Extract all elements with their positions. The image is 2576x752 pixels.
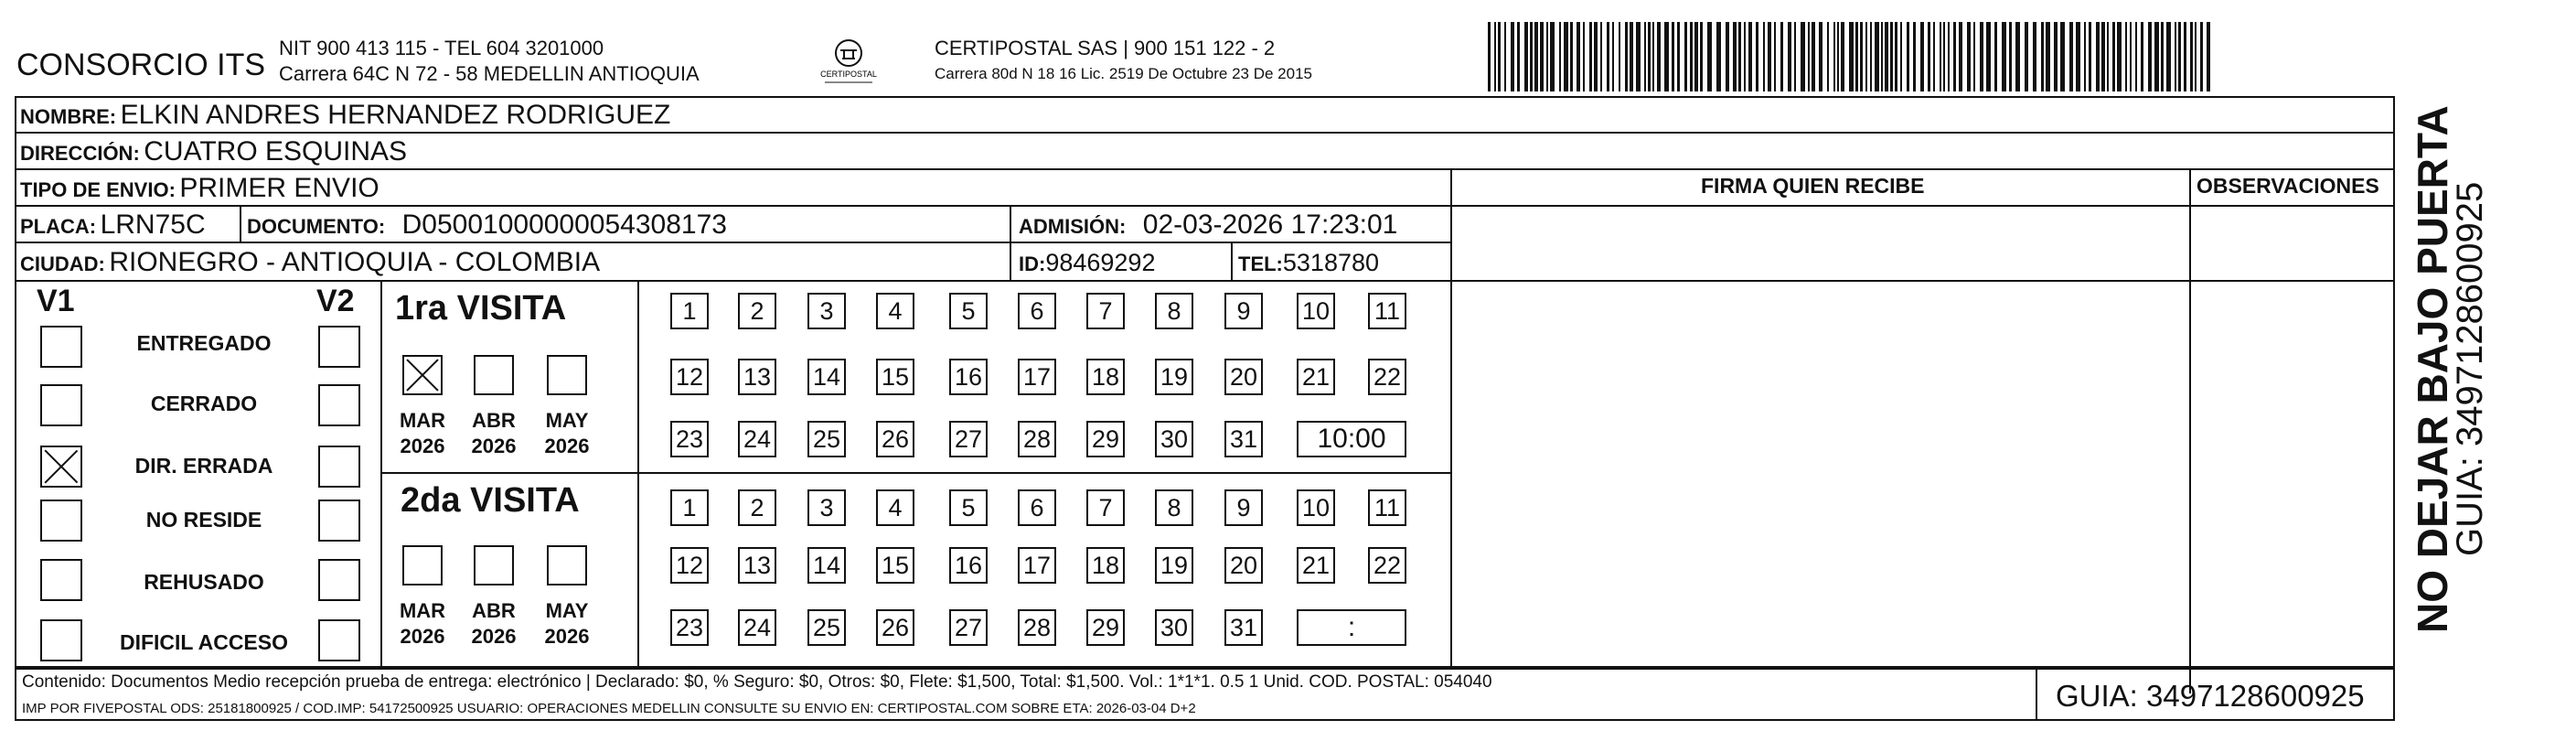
tipo-envio-label: TIPO DE ENVIO: [20, 178, 176, 201]
admision-value: 02-03-2026 17:23:01 [1142, 209, 1398, 240]
v1-checkbox[interactable] [40, 619, 82, 661]
day-box[interactable]: 24 [738, 609, 776, 646]
ciudad-value: RIONEGRO - ANTIOQUIA - COLOMBIA [109, 247, 601, 277]
v1-checkbox[interactable] [40, 384, 82, 426]
certipostal-address: Carrera 80d N 18 16 Lic. 2519 De Octubre 23 De 2015 [935, 65, 1312, 82]
barcode-bar [1612, 22, 1614, 91]
month-name: ABR [472, 409, 516, 432]
month-name: MAR [399, 409, 446, 432]
barcode-bar [1546, 22, 1548, 91]
documento-value: D05001000000054308173 [401, 209, 727, 240]
barcode-bar [1744, 22, 1746, 91]
time-box[interactable]: 10:00 [1297, 421, 1406, 457]
barcode-bar [2025, 22, 2028, 91]
barcode-bar [1636, 22, 1641, 91]
admision-row [1019, 211, 1397, 239]
barcode-bar [1953, 22, 1956, 91]
barcode-bar [2002, 22, 2006, 91]
barcode-bar [1694, 22, 1698, 91]
day-box[interactable]: 8 [1155, 489, 1193, 526]
barcode-bar [1534, 22, 1538, 91]
day-box[interactable]: 21 [1297, 547, 1335, 584]
v2-checkbox[interactable] [318, 384, 360, 426]
barcode-bar [1684, 22, 1687, 91]
id-value: 98469292 [1045, 249, 1156, 276]
direccion-row [20, 138, 407, 166]
month-year: 2026 [544, 434, 590, 457]
barcode-bar [1860, 22, 1863, 91]
month-label [390, 408, 454, 458]
visit1-title: 1ra VISITA [395, 289, 567, 328]
day-box[interactable]: 20 [1224, 547, 1263, 584]
day-box[interactable]: 16 [949, 547, 988, 584]
id-label: ID: [1019, 252, 1046, 275]
day-box[interactable]: 17 [1018, 359, 1056, 395]
barcode-bar [2041, 22, 2044, 91]
barcode-bar [1890, 22, 1893, 91]
barcode-bar [1530, 22, 1533, 91]
day-box[interactable]: 13 [738, 359, 776, 395]
v2-checkbox[interactable] [318, 446, 360, 488]
barcode-bar [1524, 22, 1528, 91]
barcode-bar [1763, 22, 1765, 91]
barcode-bar [1657, 22, 1661, 91]
day-box[interactable]: 20 [1224, 359, 1263, 395]
nombre-label: NOMBRE: [20, 105, 117, 128]
admision-label: ADMISIÓN: [1019, 215, 1127, 238]
day-box[interactable]: 10 [1297, 293, 1335, 329]
ciudad-label: CIUDAD: [20, 252, 105, 275]
v2-header: V2 [316, 284, 355, 318]
day-box[interactable]: 27 [949, 421, 988, 457]
barcode-bar [1594, 22, 1598, 91]
barcode-bar [2033, 22, 2036, 91]
tipo-envio-row [20, 175, 379, 202]
day-box[interactable]: 1 [670, 489, 709, 526]
barcode-bar [1768, 22, 1771, 91]
day-box[interactable]: 31 [1224, 609, 1263, 646]
day-box[interactable]: 6 [1018, 489, 1056, 526]
barcode-bar [2148, 22, 2152, 91]
footer-box [15, 666, 2037, 721]
barcode-bar [1980, 22, 1983, 91]
barcode-bar [1644, 22, 1646, 91]
month-label [535, 598, 599, 649]
v1-checkbox[interactable] [40, 446, 82, 488]
placa-value: LRN75C [100, 209, 206, 240]
day-box[interactable]: 14 [807, 547, 846, 584]
v2-checkbox[interactable] [318, 559, 360, 601]
barcode-bar [1907, 22, 1909, 91]
day-box[interactable]: 18 [1086, 547, 1125, 584]
barcode-bar [1664, 22, 1669, 91]
barcode-bar [2154, 22, 2159, 91]
day-box[interactable]: 16 [949, 359, 988, 395]
barcode-bar [1672, 22, 1674, 91]
barcode-bar [1913, 22, 1916, 91]
day-box[interactable]: 8 [1155, 293, 1193, 329]
id-row [1019, 251, 1155, 275]
barcode-bar [1920, 22, 1924, 91]
day-box[interactable]: 13 [738, 547, 776, 584]
barcode-bar [1794, 22, 1796, 91]
v2-checkbox[interactable] [318, 619, 360, 661]
month-year: 2026 [471, 624, 517, 648]
barcode-bar [1756, 22, 1758, 91]
day-box[interactable]: 21 [1297, 359, 1335, 395]
v1-checkbox[interactable] [40, 326, 82, 368]
barcode-bar [2195, 22, 2197, 91]
barcode-bar [1550, 22, 1555, 91]
barcode-bar [2015, 22, 2020, 91]
status-label: NO RESIDE [145, 508, 262, 532]
footer-content: Contenido: Documentos Medio recepción prueba de entrega: electrónico | Declarado: $0, % Seguro: $0, Otros: $0, Flete: $1,500, Total: $1,500. Vol.: 1*1*1. 0.5 1 Unid. COD. POSTAL: 054040 [22, 672, 1492, 692]
company-nit: NIT 900 413 115 - TEL 604 3201000 [279, 37, 604, 59]
barcode-bar [2207, 22, 2210, 91]
day-box[interactable]: 18 [1086, 359, 1125, 395]
ciudad-row [20, 249, 600, 276]
barcode-bar [2069, 22, 2073, 91]
barcode-bar [1959, 22, 1962, 91]
barcode-bar [1933, 22, 1935, 91]
status-label: CERRADO [150, 392, 258, 415]
barcode-bar [1819, 22, 1822, 91]
month-name: ABR [472, 599, 516, 622]
day-box[interactable]: 11 [1368, 293, 1406, 329]
barcode-bar [1630, 22, 1633, 91]
barcode-bar [1837, 22, 1839, 91]
day-box[interactable]: 30 [1155, 421, 1193, 457]
month-year: 2026 [544, 624, 590, 648]
day-box[interactable]: 1 [670, 293, 709, 329]
logo-text: CERTIPOSTAL [820, 70, 877, 79]
logo-emblem-icon [812, 37, 885, 88]
barcode-bar [1559, 22, 1561, 91]
barcode-bar [1738, 22, 1741, 91]
barcode-bar [1943, 22, 1945, 91]
barcode-bar [2161, 22, 2164, 91]
barcode-bar [1690, 22, 1693, 91]
barcode-bar [1875, 22, 1879, 91]
day-box[interactable]: 28 [1018, 421, 1056, 457]
day-box[interactable]: 9 [1224, 489, 1263, 526]
day-box[interactable]: 7 [1086, 489, 1125, 526]
nombre-value: ELKIN ANDRES HERNANDEZ RODRIGUEZ [120, 100, 671, 130]
direccion-value: CUATRO ESQUINAS [144, 136, 408, 167]
barcode-bar [1833, 22, 1835, 91]
barcode-bar [1855, 22, 1858, 91]
visit2-title: 2da VISITA [401, 481, 580, 520]
day-box[interactable]: 3 [807, 293, 846, 329]
barcode-bar [1488, 22, 1491, 91]
barcode-bar [2060, 22, 2065, 91]
day-box[interactable]: 5 [949, 489, 988, 526]
v1-checkbox[interactable] [40, 500, 82, 542]
barcode-bar [2089, 22, 2091, 91]
month-label [462, 598, 526, 649]
barcode-bar [2112, 22, 2115, 91]
barcode-bar [1849, 22, 1854, 91]
documento-label: DOCUMENTO: [247, 215, 386, 238]
status-label: DIFICIL ACCESO [119, 630, 288, 654]
month-year: 2026 [400, 434, 445, 457]
barcode-bar [1700, 22, 1703, 91]
barcode-bar [1900, 22, 1902, 91]
certipostal-logo [812, 37, 885, 88]
barcode-bar [1774, 22, 1776, 91]
month-year: 2026 [471, 434, 517, 457]
barcode-bar [1498, 22, 1501, 91]
day-box[interactable]: 22 [1368, 547, 1406, 584]
day-box[interactable]: 26 [876, 421, 914, 457]
barcode-bar [1928, 22, 1930, 91]
barcode-bar [2184, 22, 2186, 91]
month-label [462, 408, 526, 458]
month-checkbox[interactable] [547, 355, 587, 395]
barcode-bar [1570, 22, 1573, 91]
direccion-label: DIRECCIÓN: [20, 142, 140, 165]
barcode-bar [1841, 22, 1844, 91]
barcode-bar [1583, 22, 1585, 91]
barcode-bar [2096, 22, 2100, 91]
status-label: REHUSADO [144, 570, 264, 594]
company-name: CONSORCIO ITS [16, 48, 266, 82]
barcode-bar [1540, 22, 1544, 91]
footer-guia: GUIA: 3497128600925 [2056, 679, 2365, 713]
day-box[interactable]: 19 [1155, 547, 1193, 584]
barcode-bar [2125, 22, 2127, 91]
day-box[interactable]: 12 [670, 359, 709, 395]
x-mark-icon [404, 357, 441, 393]
day-box[interactable]: 31 [1224, 421, 1263, 457]
barcode-bar [1827, 22, 1829, 91]
barcode-bar [1948, 22, 1950, 91]
day-box[interactable]: 29 [1086, 609, 1125, 646]
barcode-bar [1895, 22, 1897, 91]
barcode-bar [1564, 22, 1568, 91]
day-box[interactable]: 5 [949, 293, 988, 329]
barcode-bar [2141, 22, 2143, 91]
month-name: MAY [545, 409, 589, 432]
day-box[interactable]: 19 [1155, 359, 1193, 395]
day-box[interactable]: 4 [876, 293, 914, 329]
barcode-bar [1607, 22, 1609, 91]
barcode-bar [1865, 22, 1867, 91]
barcode-bar [2054, 22, 2058, 91]
day-box[interactable]: 10 [1297, 489, 1335, 526]
day-box[interactable]: 11 [1368, 489, 1406, 526]
month-checkbox[interactable] [474, 545, 514, 585]
tel-label: TEL: [1238, 252, 1283, 275]
day-box[interactable]: 29 [1086, 421, 1125, 457]
barcode-bar [2166, 22, 2171, 91]
barcode-bar [1600, 22, 1602, 91]
barcode-bar [1648, 22, 1651, 91]
barcode-bar [1748, 22, 1752, 91]
day-box[interactable]: 22 [1368, 359, 1406, 395]
barcode-bar [1726, 22, 1729, 91]
side-warning: NO DEJAR BAJO PUERTA [2409, 105, 2456, 633]
barcode-bar [1994, 22, 1997, 91]
barcode-bar [1517, 22, 1520, 91]
tel-value: 5318780 [1282, 249, 1380, 276]
barcode-bar [2046, 22, 2050, 91]
barcode-bar [1625, 22, 1628, 91]
status-label: DIR. ERRADA [134, 454, 273, 478]
month-label [535, 408, 599, 458]
barcode-bar [1885, 22, 1888, 91]
day-box[interactable]: 23 [670, 421, 709, 457]
barcode-bar [1780, 22, 1783, 91]
barcode-bar [1812, 22, 1815, 91]
barcode-bar [1986, 22, 1991, 91]
v2-checkbox[interactable] [318, 500, 360, 542]
firma-header: FIRMA QUIEN RECIBE [1701, 174, 1925, 198]
barcode-bar [2175, 22, 2176, 91]
barcode-bar [1808, 22, 1810, 91]
barcode-bar [1716, 22, 1721, 91]
day-box[interactable]: 14 [807, 359, 846, 395]
placa-label: PLACA: [20, 215, 97, 238]
v1-header: V1 [37, 284, 75, 318]
documento-row [247, 211, 727, 239]
time-box[interactable]: : [1297, 609, 1406, 646]
nombre-row [20, 102, 670, 129]
barcode-bar [2084, 22, 2086, 91]
barcode-bar [2130, 22, 2132, 91]
month-checkbox[interactable] [402, 355, 443, 395]
barcode-bar [2200, 22, 2203, 91]
barcode-bar [1788, 22, 1791, 91]
barcode-bar [2178, 22, 2181, 91]
day-box[interactable]: 26 [876, 609, 914, 646]
barcode-bar [2117, 22, 2122, 91]
month-name: MAR [399, 599, 446, 622]
day-box[interactable]: 27 [949, 609, 988, 646]
day-box[interactable]: 2 [738, 489, 776, 526]
v2-checkbox[interactable] [318, 326, 360, 368]
day-box[interactable]: 23 [670, 609, 709, 646]
placa-row [20, 211, 206, 239]
month-label [390, 598, 454, 649]
barcode-bar [1652, 22, 1654, 91]
barcode-bar [1511, 22, 1514, 91]
barcode [1488, 22, 2217, 91]
day-box[interactable]: 17 [1018, 547, 1056, 584]
barcode-bar [2009, 22, 2012, 91]
barcode-bar [1881, 22, 1883, 91]
barcode-bar [2101, 22, 2105, 91]
barcode-bar [1677, 22, 1680, 91]
footer-imp: IMP POR FIVEPOSTAL ODS: 25181800925 / COD.IMP: 54172500925 USUARIO: OPERACIONES MEDELLIN CONSULTE SU ENVIO EN: CERTIPOSTAL.COM SOBRE ETA: 2026-03-04 D+2 [22, 701, 1196, 716]
barcode-bar [1973, 22, 1975, 91]
barcode-bar [1619, 22, 1620, 91]
tel-row [1238, 251, 1379, 275]
barcode-bar [1577, 22, 1580, 91]
observaciones-header: OBSERVACIONES [2197, 174, 2379, 198]
barcode-bar [1967, 22, 1971, 91]
barcode-bar [1940, 22, 1941, 91]
day-box[interactable]: 6 [1018, 293, 1056, 329]
x-mark-icon [42, 447, 80, 486]
day-box[interactable]: 9 [1224, 293, 1263, 329]
barcode-bar [1801, 22, 1805, 91]
day-box[interactable]: 24 [738, 421, 776, 457]
day-box[interactable]: 15 [876, 547, 914, 584]
day-box[interactable]: 28 [1018, 609, 1056, 646]
side-guia: GUIA: 3497128600925 [2450, 181, 2490, 556]
day-box[interactable]: 7 [1086, 293, 1125, 329]
month-name: MAY [545, 599, 589, 622]
month-checkbox[interactable] [402, 545, 443, 585]
barcode-bar [2135, 22, 2137, 91]
barcode-bar [2076, 22, 2080, 91]
barcode-bar [1494, 22, 1496, 91]
month-year: 2026 [400, 624, 445, 648]
barcode-bar [1870, 22, 1872, 91]
status-label: ENTREGADO [136, 331, 272, 355]
day-box[interactable]: 2 [738, 293, 776, 329]
company-address: Carrera 64C N 72 - 58 MEDELLIN ANTIOQUIA [279, 62, 700, 85]
barcode-bar [2107, 22, 2109, 91]
day-box[interactable]: 3 [807, 489, 846, 526]
tipo-envio-value: PRIMER ENVIO [179, 173, 379, 203]
barcode-bar [1589, 22, 1592, 91]
day-box[interactable]: 12 [670, 547, 709, 584]
day-box[interactable]: 4 [876, 489, 914, 526]
certipostal-nit: CERTIPOSTAL SAS | 900 151 122 - 2 [935, 37, 1276, 59]
barcode-bar [1504, 22, 1506, 91]
day-box[interactable]: 25 [807, 609, 846, 646]
day-box[interactable]: 25 [807, 421, 846, 457]
day-box[interactable]: 15 [876, 359, 914, 395]
barcode-bar [1707, 22, 1712, 91]
barcode-bar [2190, 22, 2193, 91]
month-checkbox[interactable] [474, 355, 514, 395]
barcode-bar [1733, 22, 1737, 91]
day-box[interactable]: 30 [1155, 609, 1193, 646]
month-checkbox[interactable] [547, 545, 587, 585]
v1-checkbox[interactable] [40, 559, 82, 601]
